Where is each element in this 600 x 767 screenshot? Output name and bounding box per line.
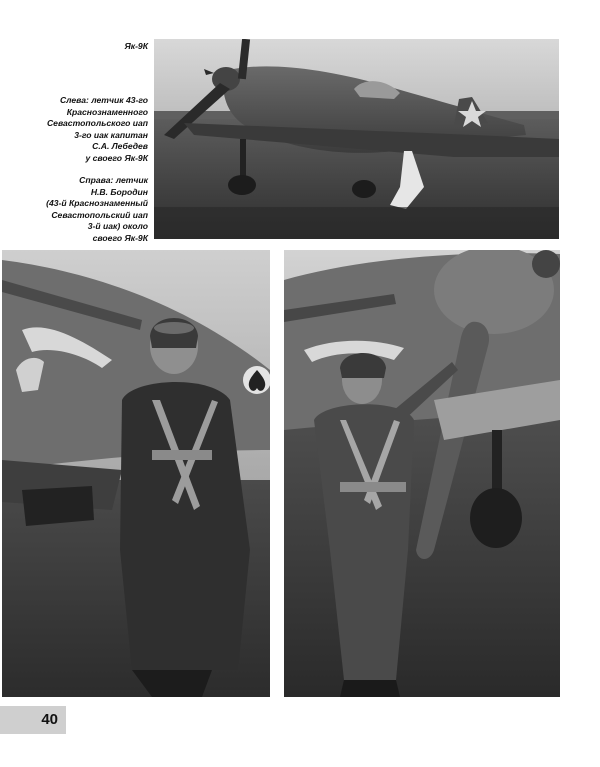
caption-line: Севастопольский иап — [51, 209, 148, 220]
caption-line: Як-9К — [124, 41, 148, 51]
caption-right-photo — [18, 175, 148, 245]
caption-line: 3-й иак) около — [87, 221, 148, 232]
page-number: 40 — [41, 711, 58, 728]
caption-line: Справа: летчик — [79, 175, 148, 185]
caption-line: Слева: летчик 43-го — [59, 95, 148, 105]
caption-left-photo — [18, 95, 148, 165]
caption-line: 3-го иак капитан — [74, 129, 148, 140]
caption-line: Краснознаменного — [66, 106, 148, 117]
photo-pilot-lebedev — [2, 250, 270, 697]
caption-line: Н.В. Бородин — [90, 186, 148, 197]
caption-line: Севастопольского иап — [46, 118, 148, 129]
page-number-box — [0, 706, 66, 734]
photo-pilot-borodin — [284, 250, 560, 697]
photo-yak-9k-aircraft — [154, 39, 559, 239]
caption-line: у своего Як-9К — [85, 152, 148, 163]
caption-aircraft-name — [18, 41, 148, 53]
caption-line: С.А. Лебедев — [92, 141, 148, 152]
caption-line: своего Як-9К — [92, 232, 148, 243]
caption-line: (43-й Краснознаменный — [46, 198, 148, 209]
